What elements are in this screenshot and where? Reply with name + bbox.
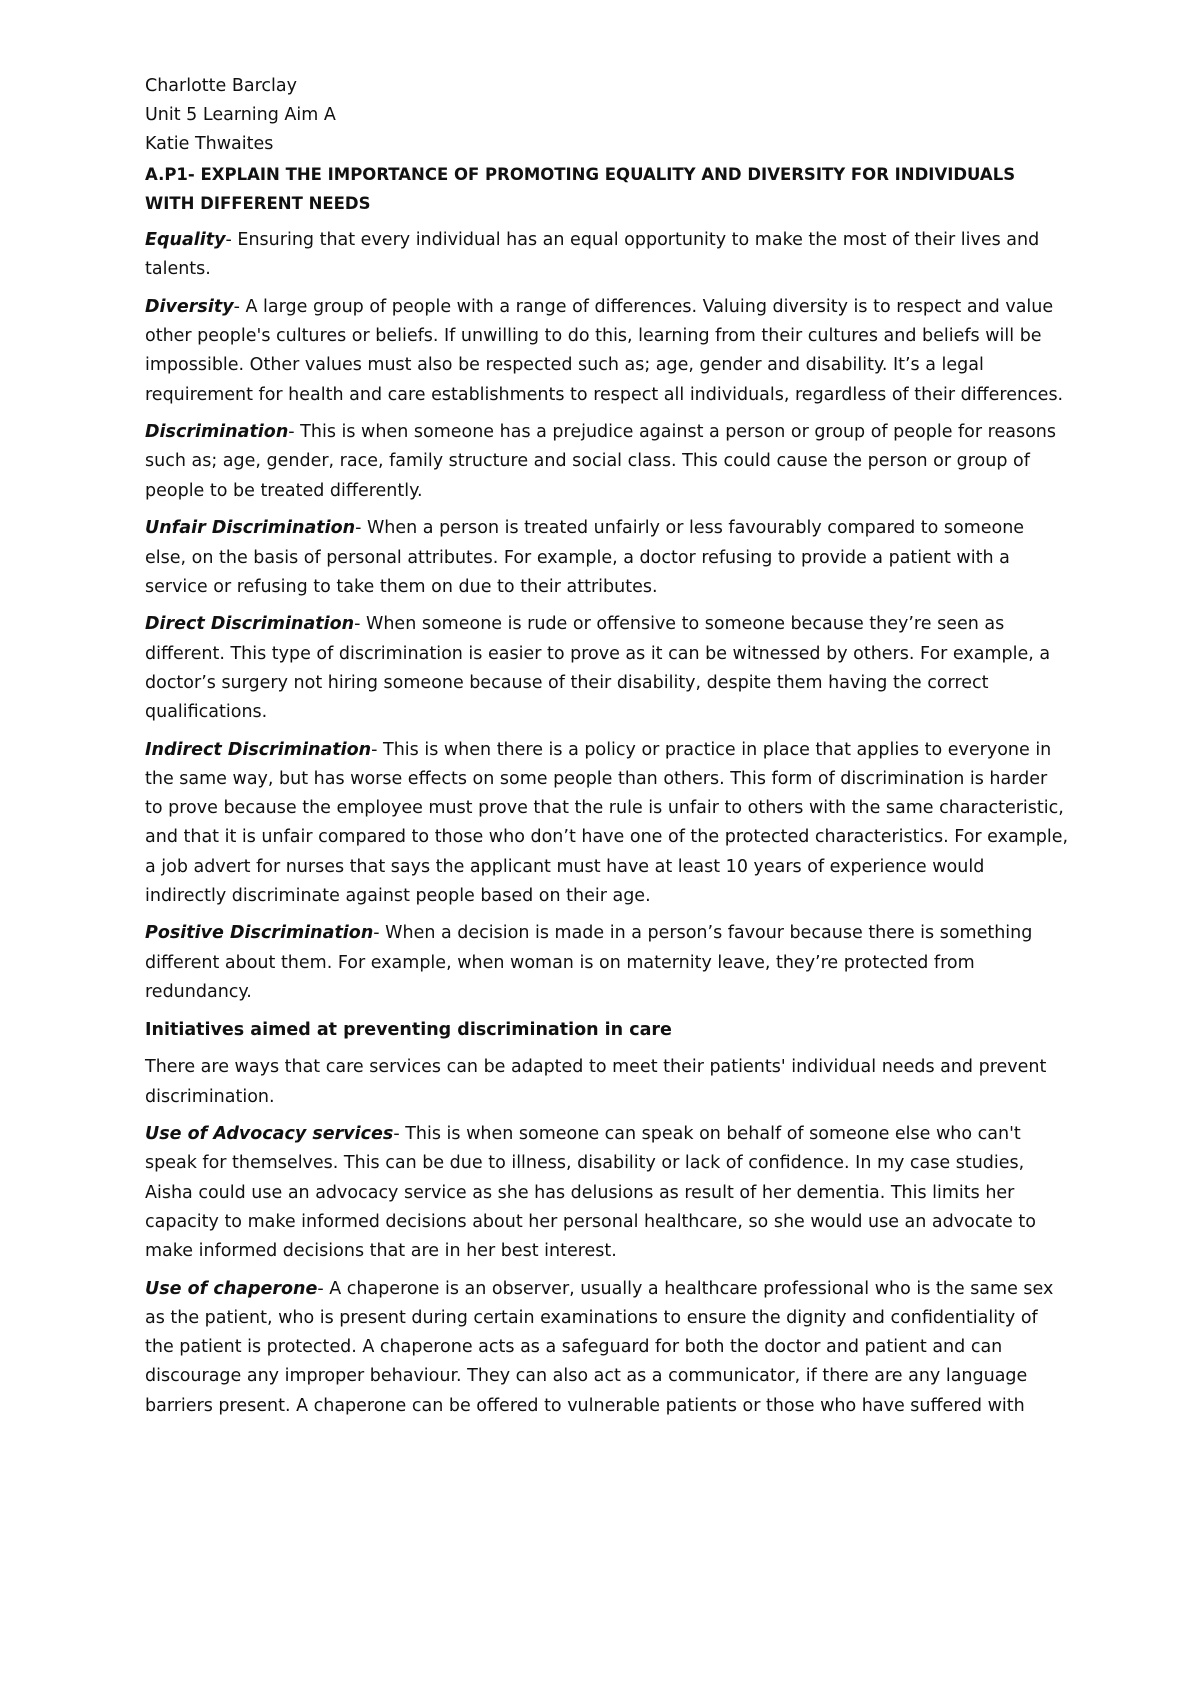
- definition-direct-discrimination: [145, 610, 1070, 727]
- definition-text: - Ensuring that every individual has an equal opportunity to make the most of their lives and talents.: [145, 230, 1040, 280]
- definition-term: Equality: [145, 230, 226, 251]
- initiative-advocacy: [145, 1120, 1070, 1266]
- assignment-heading: A.P1- EXPLAIN THE IMPORTANCE OF PROMOTING EQUALITY AND DIVERSITY FOR INDIVIDUALS WITH DIFFERENT NEEDS: [145, 164, 1016, 213]
- definition-positive-discrimination: [145, 919, 1070, 1007]
- definition-term: Discrimination: [145, 422, 289, 443]
- definition-text: - When a person is treated unfairly or less favourably compared to someone else, on the basis of personal attributes. For example, a doctor refusing to provide a patient with a service or refusing to take them on due to their attributes.: [145, 518, 1025, 597]
- initiative-term: Use of chaperone: [145, 1278, 318, 1299]
- definition-indirect-discrimination: [145, 736, 1070, 911]
- definition-text: - A large group of people with a range of differences. Valuing diversity is to respect and value other people's cultures or beliefs. If unwilling to do this, learning from their cultures and beliefs will be impossible. Other values must also be respected such as; age, gender and disability. It’s a legal requirement for health and care establishments to respect all individuals, regardless of their differences.: [145, 296, 1064, 405]
- definition-term: Positive Discrimination: [145, 923, 374, 944]
- initiative-term: Use of Advocacy services: [145, 1124, 394, 1145]
- initiative-chaperone: [145, 1275, 1070, 1421]
- unit-title: Unit 5 Learning Aim A: [145, 105, 336, 126]
- definition-discrimination: [145, 418, 1070, 506]
- definition-text: - This is when someone has a prejudice against a person or group of people for reasons such as; age, gender, race, family structure and social class. This could cause the person or group of people to be treated differently.: [145, 422, 1056, 501]
- initiatives-intro: There are ways that care services can be adapted to meet their patients' individual needs and prevent discrimination.: [145, 1057, 1047, 1107]
- definition-diversity: [145, 293, 1070, 410]
- definition-text: - When someone is rude or offensive to someone because they’re seen as different. This type of discrimination is easier to prove as it can be witnessed by others. For example, a doctor’s surgery not hiring someone because of their disability, despite them having the correct qualifications.: [145, 614, 1051, 723]
- author-name: Charlotte Barclay: [145, 76, 297, 96]
- definition-term: Diversity: [145, 296, 234, 317]
- definition-text: - This is when there is a policy or practice in place that applies to everyone in the same way, but has worse effects on some people than others. This form of discrimination is harder to prove because the employee must prove that the rule is unfair to others with the same characteristic, and that it is unfair compared to those who don’t have one of the protected characteristics. For example, a job advert for nurses that says the applicant must have at least 10 years of experience would indirectly discriminate against people based on their age.: [145, 739, 1069, 906]
- definition-term: Indirect Discrimination: [145, 739, 372, 760]
- initiative-text: - This is when someone can speak on behalf of someone else who can't speak for themselves. This can be due to illness, disability or lack of confidence. In my case studies, Aisha could use an advocacy service as she has delusions as result of her dementia. This limits her capacity to make informed decisions about her personal healthcare, so she would use an advocate to make informed decisions that are in her best interest.: [145, 1124, 1036, 1262]
- definition-text: - When a decision is made in a person’s favour because there is something different about them. For example, when woman is on maternity leave, they’re protected from redundancy.: [145, 923, 1033, 1002]
- teacher-name: Katie Thwaites: [145, 134, 274, 155]
- definition-unfair-discrimination: [145, 514, 1070, 602]
- initiative-text: - A chaperone is an observer, usually a healthcare professional who is the same sex as the patient, who is present during certain examinations to ensure the dignity and confidentiality of the patient is protected. A chaperone acts as a safeguard for both the doctor and patient and can discourage any improper behaviour. They can also act as a communicator, if there are any language barriers present. A chaperone can be offered to vulnerable patients or those who have suffered with: [145, 1278, 1054, 1416]
- definition-equality: [145, 226, 1070, 284]
- initiatives-section-title: Initiatives aimed at preventing discrimination in care: [145, 1019, 672, 1040]
- definition-term: Unfair Discrimination: [145, 518, 356, 539]
- definition-term: Direct Discrimination: [145, 614, 355, 635]
